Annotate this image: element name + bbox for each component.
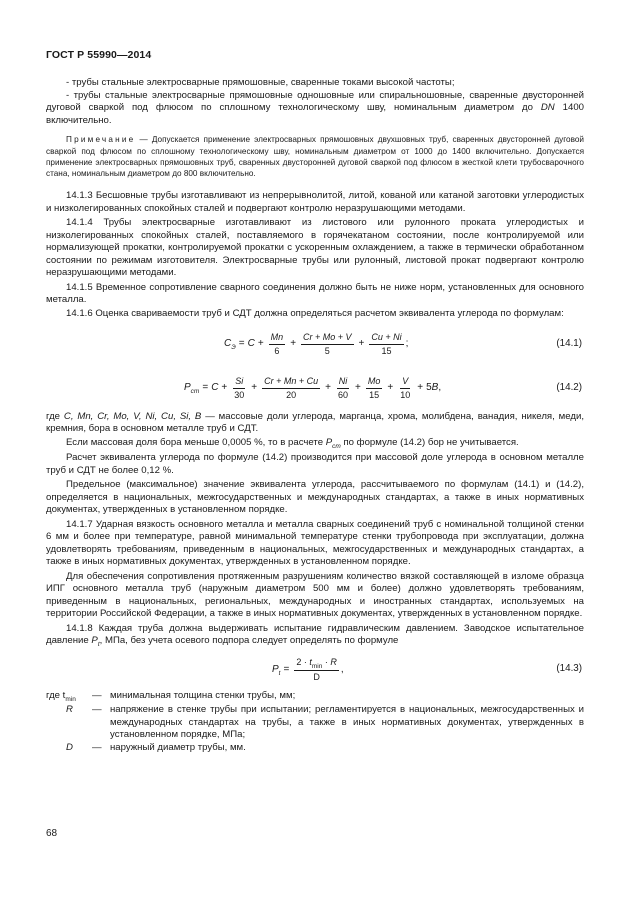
formula-14-3 xyxy=(46,650,584,690)
formula-14-1 xyxy=(46,323,584,367)
fraction: $\frac{Si}{30}$ xyxy=(234,376,245,400)
plus-sign: + xyxy=(290,338,297,350)
document-header: ГОСТ Р 55990—2014 xyxy=(46,49,152,61)
formula-lhs: $P_{cm}$ xyxy=(184,381,200,395)
fraction: $\frac{Mo}{15}$ xyxy=(367,376,381,400)
paragraph-14-1-4: 14.1.4 Трубы электросварные изготавливают из листового или рулонного проката углеродистых и низколегированных спокойных сталей, поставляемого в горячекатаном состоянии, после контролируемой или нормализующей прокатки, контролируемой прокатки с ускоренным охлаждением, а также в термически обработанном состоянии по режимам изготовителя. Электросварные трубы или рулонный, листовой прокат подвергают контролю неразрушающими методами. xyxy=(46,216,584,279)
formula-body xyxy=(224,323,408,367)
formula-end: , xyxy=(438,382,442,394)
plus-sign: + xyxy=(355,382,361,394)
equals-sign: = xyxy=(202,382,209,394)
paragraph-14-1-5: 14.1.5 Временное сопротивление сварного соединения должно быть не ниже норм, установленных для основного металла. xyxy=(46,281,584,306)
formula-body xyxy=(272,650,344,690)
where-row: где $t_{min}$ — минимальная толщина стенки трубы, мм; xyxy=(46,690,296,704)
formula-14-2 xyxy=(46,367,584,411)
formula-end: ; xyxy=(405,338,409,350)
formula-term: B xyxy=(431,382,439,394)
calc-paragraph: Расчет эквивалента углерода по формуле (14.2) производится при массовой доле углерода в основном металле труб и СДТ не более 0,12 %. xyxy=(46,452,584,477)
equals-sign: = xyxy=(238,338,245,350)
plus-sign: + xyxy=(221,382,228,394)
formula-term: C xyxy=(247,338,255,350)
boron-paragraph: Если массовая доля бора меньше 0,0005 %, то в расчете $P_{cm}$ по формуле (14.2) бор не учитывается. xyxy=(66,437,519,451)
formula-end: , xyxy=(340,664,344,676)
plus-sign: + xyxy=(251,382,258,394)
list-item-text: - трубы стальные электросварные прямошовные одношовные или спиральношовные, сваренные двусторонней дуговой сваркой под флюсом по сплошному технологическому шву, номинальным диаметром до xyxy=(46,89,584,114)
where-row: R — напряжение в стенке трубы при испытании; регламентируется в национальных, межгосударственных и международных стандартах на трубы, а также в иных нормативных документах, утвержденных в установленном порядке, МПа; xyxy=(66,703,584,741)
note-label: Примечание xyxy=(66,135,136,145)
formula-number: (14.3) xyxy=(556,663,582,675)
plus-sign: + xyxy=(257,338,264,350)
page-number: 68 xyxy=(46,828,58,839)
formula-lhs: $C_Э$ xyxy=(224,337,236,351)
plus-sign: + xyxy=(325,382,331,394)
formula-number: (14.1) xyxy=(556,337,582,349)
where-row: D — наружный диаметр трубы, мм. xyxy=(66,741,246,753)
fraction: $\frac{Cu + Ni}{15}$ xyxy=(371,332,402,356)
fraction: $\frac{Cr + Mo + V}{5}$ xyxy=(303,332,352,356)
paragraph-14-1-7: 14.1.7 Ударная вязкость основного металла и металла сварных соединений труб с номинальной толщиной стенки 6 мм и более при температуре, равной минимальной температуре стенки трубопровода при эксплуатации, должна удовлетворять требованиям, приведенным в национальных, межгосударственных и международных стандартах, а также в иных нормативных документах, утвержденных в установленном порядке. xyxy=(46,518,584,568)
note-block xyxy=(46,134,584,179)
list-item xyxy=(46,90,584,128)
formula-term: 5 xyxy=(426,382,432,394)
paragraph-14-1-3: 14.1.3 Бесшовные трубы изготавливают из непрерывнолитой, литой, кованой или катаной заготовки углеродистых и низколегированных спокойных сталей и подвергают контролю неразрушающими методами. xyxy=(46,190,584,214)
paragraph-14-1-6: 14.1.6 Оценка свариваемости труб и СДТ должна определяться расчетом эквивалента углерода по формулам: xyxy=(66,308,564,320)
formula-lhs: $P_t$ xyxy=(272,663,281,677)
list-item: - трубы стальные электросварные прямошовные, сваренные токами высокой частоты; xyxy=(66,77,455,88)
paragraph-14-1-8: 14.1.8 Каждая труба должна выдерживать испытание гидравлическим давлением. Заводское испытательное давление $P_t$, МПа, без учета осевого подпора следует определять по формуле xyxy=(46,622,584,649)
formula-number: (14.2) xyxy=(556,381,582,393)
fraction: $\frac{V}{10}$ xyxy=(400,376,411,400)
fraction: $\frac{Cr + Mn + Cu}{20}$ xyxy=(264,376,319,400)
dn-symbol: DN xyxy=(540,102,555,114)
fraction: $\frac{2 \cdot t_{min} \cdot R}{D}$ xyxy=(296,657,337,683)
fracture-paragraph: Для обеспечения сопротивления протяженным разрушениям количество вязкой составляющей в изломе образца ИПГ основного металла труб (наружным диаметром 500 мм и более) должно удовлетворять требованиям, приведенным в национальных, региональных, международных и иностранных стандартах, используемых на территории Российской Федерации, а также в иных нормативных документах, утвержденных в установленном порядке. xyxy=(46,570,584,620)
fraction: $\frac{Mn}{6}$ xyxy=(270,332,284,356)
note-text: — Допускается применение электросварных прямошовных двухшовных труб, сваренных двусторонней дуговой сваркой под флюсом по сплошному технологическому шву, номинальным диаметром от 1000 до 1400 включительно. Допускается применение электросварных прямошовных труб, сваренных двусторонней дуговой сваркой под флюсом в жесткой клети трубосварочного стана, номинальным диаметром до 800 включительно. xyxy=(46,135,584,178)
formula-body xyxy=(184,367,441,411)
equals-sign: = xyxy=(283,664,290,676)
formula-term: C xyxy=(211,382,219,394)
list-item-tail: 1400 включительно. xyxy=(46,102,584,126)
fraction: $\frac{Ni}{60}$ xyxy=(338,376,349,400)
plus-sign: + xyxy=(417,382,424,394)
limit-paragraph: Предельное (максимальное) значение эквивалента углерода, рассчитываемого по формулам (14.1) и (14.2), определяется в национальных, межгосударственных и международных стандартах, а также в иных нормативных документах, утвержденных в установленном порядке. xyxy=(46,479,584,516)
plus-sign: + xyxy=(387,382,394,394)
page-content xyxy=(46,77,584,754)
elements-definition: где C, Mn, Cr, Mo, V, Ni, Cu, Si, B — массовые доли углерода, марганца, хрома, молибдена, ванадия, никеля, меди, кремния, бора в основном металле труб и СДТ. xyxy=(46,410,584,435)
plus-sign: + xyxy=(358,338,365,350)
